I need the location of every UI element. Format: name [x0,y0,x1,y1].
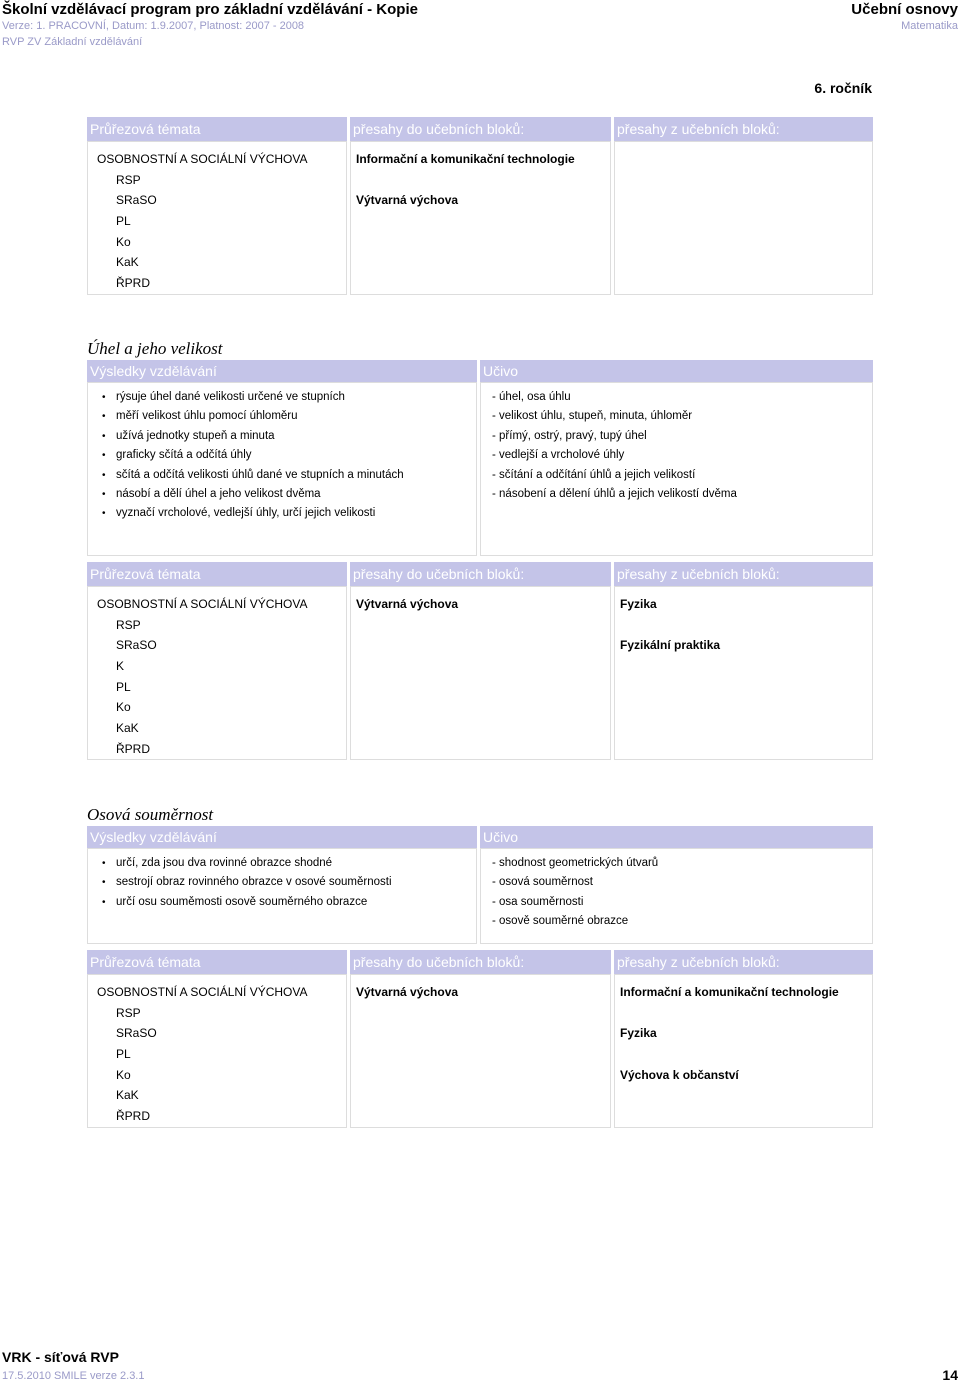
list-item: Informační a komunikační technologie [356,152,575,166]
ucivo-item: - vedlejší a vrcholové úhly [492,449,625,462]
ucivo-item: - úhel, osa úhlu [492,391,571,403]
results-list [87,848,477,944]
list-item: ŘPRD [116,276,151,291]
list-item: OSOBNOSTNÍ A SOCIÁLNÍ VÝCHOVA [97,985,308,999]
list-item: SRaSO [116,193,157,208]
prurezova-temata-heading: Průřezová témata [87,562,347,586]
result-item: • sestrojí obraz rovinného obrazce v osové souměrnosti [88,873,476,892]
ucivo-item: - osová souměrnost [492,876,593,889]
presahy-do-heading: přesahy do učebních bloků: [350,950,611,974]
cross-topics-table-3 [87,950,873,1128]
cross-topics-header [87,950,873,974]
list-item: RSP [116,617,141,632]
list-item: SRaSO [116,638,157,653]
presahy-do-heading: přesahy do učebních bloků: [350,117,611,141]
list-item: Výtvarná výchova [356,193,459,208]
presahy-do-col [350,586,611,760]
list-item: RSP [116,1005,141,1020]
list-item: PL [116,1047,131,1062]
list-item [615,615,872,636]
list-item: ŘPRD [116,741,151,756]
ucivo-list [480,382,873,556]
cross-topics-col [87,974,347,1128]
prurezova-temata-heading: Průřezová témata [87,117,347,141]
list-item [615,1044,872,1065]
list-item: Fyzika [620,1026,657,1041]
ucivo-heading: Učivo [480,826,873,848]
footer-date: 17.5.2010 SMILE verze 2.3.1 [2,1370,145,1382]
presahy-do-col [350,974,611,1128]
presahy-z-col [614,586,873,760]
presahy-do-col [350,141,611,295]
results-header [87,826,873,848]
cross-topics-body [87,586,873,760]
ucivo-item: - sčítání a odčítání úhlů a jejich velikostí [492,468,696,481]
list-item: Výtvarná výchova [356,597,459,611]
list-item: RSP [116,172,141,187]
list-item: Ko [116,1067,131,1082]
ucivo-item: - shodnost geometrických útvarů [492,857,659,869]
list-item: Fyzikální praktika [620,638,721,653]
results-table-1 [87,360,873,556]
result-item: • rýsuje úhel dané velikosti určené ve stupních [88,388,476,407]
presahy-z-col [614,141,873,295]
presahy-do-heading: přesahy do učebních bloků: [350,562,611,586]
page-number: 14 [942,1367,958,1383]
ucivo-item: - přímý, ostrý, pravý, tupý úhel [492,429,647,442]
cross-topics-col [87,141,347,295]
result-item: • graficky sčítá a odčítá úhly [88,446,476,465]
ucivo-item: - násobení a dělení úhlů a jejich velikostí dvěma [492,487,737,500]
list-item: OSOBNOSTNÍ A SOCIÁLNÍ VÝCHOVA [97,597,308,611]
cross-topics-header [87,117,873,141]
cross-topics-table-1 [87,117,873,295]
results-header [87,360,873,382]
result-item: • násobí a dělí úhel a jeho velikost dvěma [88,485,476,504]
results-body [87,382,873,556]
prurezova-temata-heading: Průřezová témata [87,950,347,974]
doc-type-title: Učební osnovy [851,1,958,18]
vysledky-heading: Výsledky vzdělávání [87,826,477,848]
version-info: Verze: 1. PRACOVNÍ, Datum: 1.9.2007, Platnost: 2007 - 2008 [2,20,305,32]
ucivo-list [480,848,873,944]
result-item: • měří velikost úhlu pomocí úhloměru [88,407,476,426]
list-item: Výtvarná výchova [356,985,459,999]
ucivo-item: - osa souměrnosti [492,895,584,908]
subject-label: Matematika [901,20,958,32]
results-list [87,382,477,556]
presahy-z-heading: přesahy z učebních bloků: [614,950,873,974]
topic-title: Osová souměrnost [87,805,214,824]
rvp-label: RVP ZV Základní vzdělávání [2,36,143,48]
list-item: SRaSO [116,1026,157,1041]
list-item: Ko [116,700,131,715]
list-item: K [116,659,125,674]
presahy-z-heading: přesahy z učebních bloků: [614,117,873,141]
topic-title: Úhel a jeho velikost [87,339,223,358]
result-item: • vyznačí vrcholové, vedlejší úhly, určí jejich velikosti [88,504,476,523]
cross-topics-col [87,586,347,760]
list-item: Fyzika [620,597,657,611]
result-item: • určí osu souměmosti osově souměrného obrazce [88,893,476,912]
footer-label: VRK - síťová RVP [2,1349,119,1365]
list-item: PL [116,679,131,694]
grade-label: 6. ročník [814,80,872,96]
result-item: • sčítá a odčítá velikosti úhlů dané ve stupních a minutách [88,466,476,485]
list-item: KaK [116,255,139,270]
cross-topics-header [87,562,873,586]
list-item: OSOBNOSTNÍ A SOCIÁLNÍ VÝCHOVA [97,152,308,166]
list-item: PL [116,214,131,229]
result-item: • užívá jednotky stupeň a minuta [88,427,476,446]
list-item: KaK [116,1088,139,1103]
list-item [615,1003,872,1024]
vysledky-heading: Výsledky vzdělávání [87,360,477,382]
ucivo-item: - osově souměrné obrazce [492,915,629,928]
result-item: • určí, zda jsou dva rovinné obrazce shodné [88,854,476,873]
presahy-z-heading: přesahy z učebních bloků: [614,562,873,586]
list-item: Ko [116,234,131,249]
cross-topics-table-2 [87,562,873,760]
presahy-z-col [614,974,873,1128]
list-item: Informační a komunikační technologie [620,985,839,999]
results-body [87,848,873,944]
list-item: KaK [116,721,139,736]
cross-topics-body [87,141,873,295]
cross-topics-body [87,974,873,1128]
ucivo-item: - velikost úhlu, stupeň, minuta, úhloměr [492,410,693,423]
list-item: ŘPRD [116,1109,151,1124]
list-item [351,170,610,191]
results-table-2 [87,826,873,944]
list-item: Výchova k občanství [620,1067,739,1082]
ucivo-heading: Učivo [480,360,873,382]
document-title: Školní vzdělávací program pro základní vzdělávání - Kopie [2,1,418,18]
